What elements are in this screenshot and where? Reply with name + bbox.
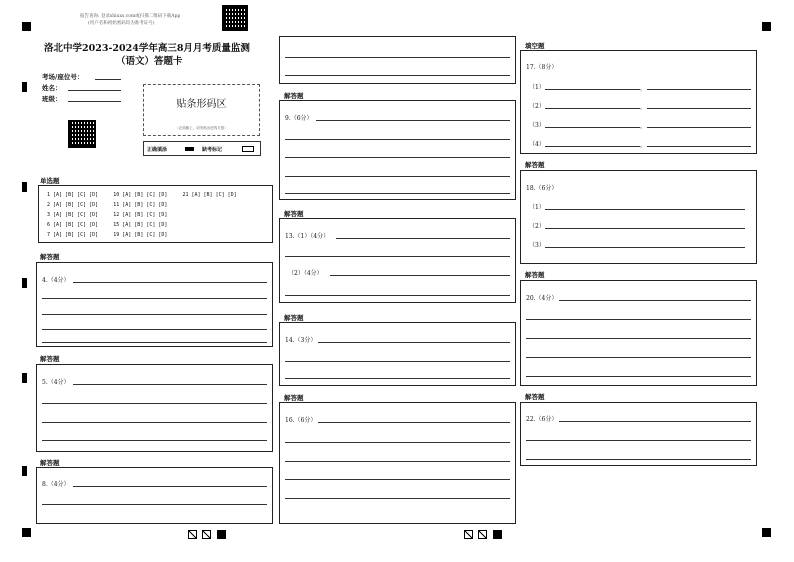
question-13-part2: （2）（4分） — [288, 270, 323, 277]
filled-bubble-icon — [185, 147, 194, 151]
comma: ， — [640, 142, 647, 149]
answer-line[interactable] — [42, 298, 267, 299]
answer-line[interactable] — [330, 275, 510, 276]
timing-mark — [22, 466, 27, 476]
single-choice-box — [38, 185, 273, 243]
section-answer: 解答题 — [284, 210, 304, 218]
answer-line[interactable] — [526, 459, 751, 460]
answer-box-q5[interactable] — [36, 364, 273, 452]
blank-line[interactable] — [545, 89, 640, 90]
answer-line[interactable] — [42, 440, 267, 441]
answer-line[interactable] — [285, 256, 510, 257]
answer-line[interactable] — [336, 238, 510, 239]
field-label: 考场/座位号： — [42, 73, 84, 81]
timing-mark — [22, 22, 31, 31]
answer-box-continued[interactable] — [279, 36, 516, 84]
question-9: 9.（6分） — [285, 115, 313, 122]
answer-item-label: （1） — [529, 204, 545, 211]
section-answer: 解答题 — [40, 459, 60, 467]
candidate-qr-code — [68, 120, 96, 148]
bottom-mark — [188, 530, 197, 539]
answer-line[interactable] — [526, 376, 751, 377]
notice-line2: (用户名和初始密码均为准考证号) — [88, 21, 155, 26]
answer-line[interactable] — [42, 403, 267, 404]
answer-line[interactable] — [285, 139, 510, 140]
comma: ， — [640, 123, 647, 130]
blank-line[interactable] — [545, 146, 640, 147]
blank-label: （3） — [529, 122, 545, 129]
timing-mark — [22, 528, 31, 537]
section-fill-blank: 填空题 — [525, 42, 545, 50]
answer-line[interactable] — [73, 384, 267, 385]
answer-line[interactable] — [73, 282, 267, 283]
blank-label: （4） — [529, 141, 545, 148]
blank-line[interactable] — [647, 89, 751, 90]
answer-line[interactable] — [42, 329, 267, 330]
bottom-mark — [217, 530, 226, 539]
question-14: 14.（3分） — [285, 337, 317, 344]
section-answer: 解答题 — [40, 355, 60, 363]
field-class-line[interactable] — [68, 101, 121, 102]
fill-legend — [143, 141, 261, 156]
answer-line[interactable] — [42, 504, 267, 505]
field-label: 姓名： — [42, 84, 62, 92]
timing-mark — [762, 528, 771, 537]
section-answer: 解答题 — [284, 314, 304, 322]
correct-fill-label: 正确填涂 — [147, 147, 168, 153]
question-13-part1: 13.（1）（4分） — [285, 233, 330, 240]
answer-box-q4[interactable] — [36, 262, 273, 347]
bottom-mark — [493, 530, 502, 539]
section-answer: 解答题 — [525, 161, 545, 169]
barcode-label: 贴条形码区 — [176, 99, 227, 110]
section-answer: 解答题 — [284, 394, 304, 402]
answer-line[interactable] — [318, 342, 510, 343]
blank-line[interactable] — [545, 108, 640, 109]
answer-line[interactable] — [42, 342, 267, 343]
question-8: 8.（4分） — [42, 481, 70, 488]
question-5: 5.（4分） — [42, 379, 70, 386]
field-class — [42, 94, 62, 103]
answer-line[interactable] — [526, 357, 751, 358]
question-18: 18.（6分） — [526, 185, 558, 192]
timing-mark — [22, 182, 27, 192]
answer-line[interactable] — [285, 442, 510, 443]
choice-row[interactable]: 7 [A] [B] [C] [D] 19 [A] [B] [C] [D] — [47, 232, 168, 238]
timing-mark — [22, 82, 27, 92]
choice-row[interactable]: 1 [A] [B] [C] [D] 10 [A] [B] [C] [D] 21 [A] [B] [C] [D] — [47, 192, 237, 198]
answer-line[interactable] — [559, 421, 751, 422]
answer-line[interactable] — [285, 193, 510, 194]
page-subtitle: （语文）答题卡 — [116, 56, 183, 67]
answer-box-q8[interactable] — [36, 467, 273, 524]
blank-label: （1） — [529, 84, 545, 91]
answer-line[interactable] — [285, 479, 510, 480]
answer-line[interactable] — [285, 75, 510, 76]
blank-line[interactable] — [647, 127, 751, 128]
answer-line[interactable] — [285, 361, 510, 362]
answer-line[interactable] — [545, 209, 745, 210]
question-22: 22.（6分） — [526, 416, 558, 423]
answer-box-q16[interactable] — [279, 402, 516, 524]
answer-box-q20[interactable] — [520, 280, 757, 386]
answer-line[interactable] — [285, 57, 510, 58]
choice-row[interactable]: 2 [A] [B] [C] [D] 11 [A] [B] [C] [D] — [47, 202, 168, 208]
answer-item-label: （3） — [529, 242, 545, 249]
question-17: 17.（8分） — [526, 64, 558, 71]
barcode-hint: （正面朝上，切勿贴出虚线方框） — [175, 126, 228, 130]
answer-line[interactable] — [526, 440, 751, 441]
answer-box-q18[interactable] — [520, 170, 757, 264]
answer-box-q22[interactable] — [520, 402, 757, 466]
page-title: 洛北中学2023-2024学年高三8月月考质量监测 — [44, 43, 250, 54]
answer-line[interactable] — [545, 247, 745, 248]
absent-bubble[interactable] — [242, 146, 254, 152]
choice-row[interactable]: 6 [A] [B] [C] [D] 15 [A] [B] [C] [D] — [47, 222, 168, 228]
section-answer: 解答题 — [525, 393, 545, 401]
comma: ， — [640, 85, 647, 92]
question-20: 20.（4分） — [526, 295, 558, 302]
section-answer: 解答题 — [40, 253, 60, 261]
answer-line[interactable] — [42, 314, 267, 315]
answer-line[interactable] — [285, 461, 510, 462]
blank-line[interactable] — [647, 146, 751, 147]
absent-mark-label: 缺考标记 — [202, 147, 223, 153]
question-4: 4.（4分） — [42, 277, 70, 284]
question-16: 16.（6分） — [285, 417, 317, 424]
answer-line[interactable] — [316, 120, 510, 121]
notice-line1: 报告查询: 登录shiuxs.com或扫描二维码下载App — [80, 14, 181, 19]
answer-line[interactable] — [559, 300, 751, 301]
answer-box-q14[interactable] — [279, 322, 516, 386]
answer-line[interactable] — [285, 157, 510, 158]
answer-line[interactable] — [545, 228, 745, 229]
timing-mark — [22, 278, 27, 288]
bottom-mark — [464, 530, 473, 539]
answer-line[interactable] — [526, 319, 751, 320]
field-name-line[interactable] — [68, 90, 121, 91]
download-qr-code — [222, 5, 248, 31]
field-name — [42, 83, 62, 92]
blank-line[interactable] — [647, 108, 751, 109]
answer-line[interactable] — [285, 176, 510, 177]
answer-line[interactable] — [526, 338, 751, 339]
timing-mark — [762, 22, 771, 31]
answer-box-q13[interactable] — [279, 218, 516, 303]
field-seat — [42, 72, 83, 81]
answer-line[interactable] — [285, 378, 510, 379]
bottom-mark — [202, 530, 211, 539]
answer-box-q17[interactable] — [520, 50, 757, 154]
answer-item-label: （2） — [529, 223, 545, 230]
section-answer: 解答题 — [525, 271, 545, 279]
choice-row[interactable]: 3 [A] [B] [C] [D] 12 [A] [B] [C] [D] — [47, 212, 168, 218]
answer-line[interactable] — [285, 295, 510, 296]
answer-line[interactable] — [285, 498, 510, 499]
answer-line[interactable] — [73, 486, 267, 487]
timing-mark — [22, 373, 27, 383]
section-answer: 解答题 — [284, 92, 304, 100]
field-label: 班级： — [42, 95, 62, 103]
answer-line[interactable] — [42, 422, 267, 423]
blank-label: （2） — [529, 103, 545, 110]
answer-box-q9[interactable] — [279, 100, 516, 200]
field-seat-line[interactable] — [95, 79, 121, 80]
section-single-choice: 单选题 — [40, 177, 60, 185]
blank-line[interactable] — [545, 127, 640, 128]
comma: ， — [640, 104, 647, 111]
answer-line[interactable] — [318, 422, 510, 423]
bottom-mark — [478, 530, 487, 539]
barcode-area[interactable] — [143, 84, 260, 136]
